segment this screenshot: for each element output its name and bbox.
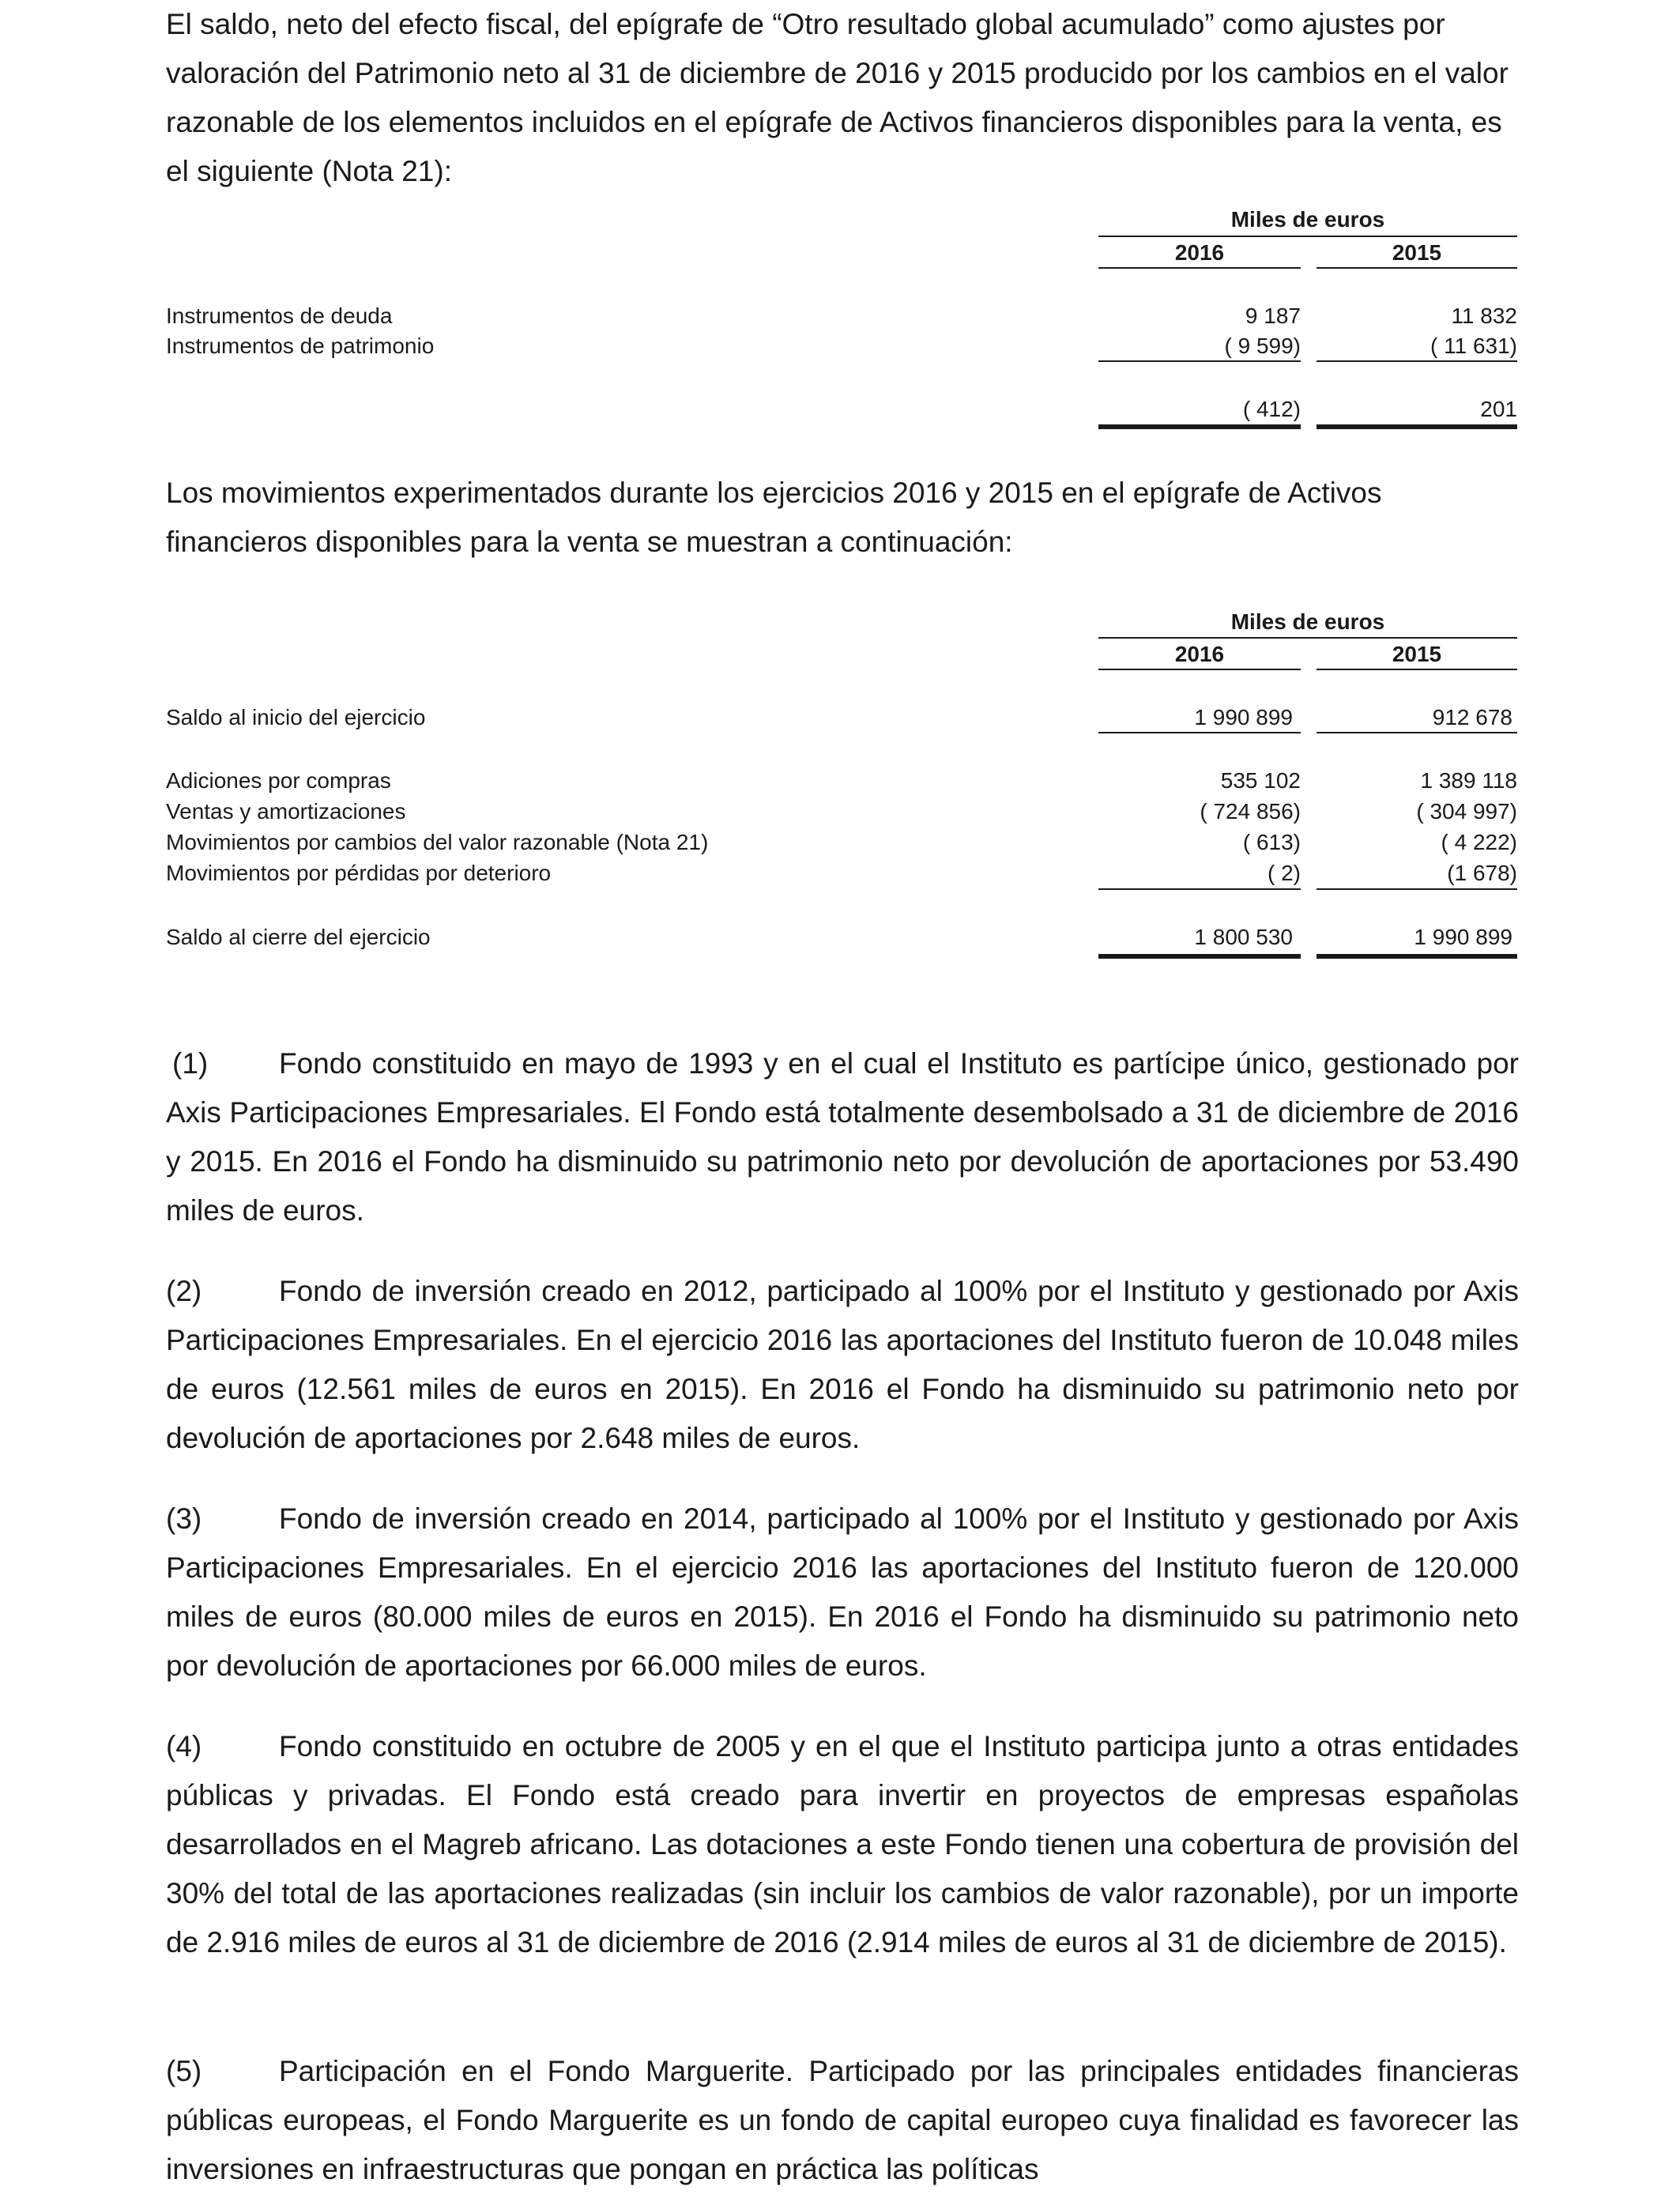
table2-row-value-2015: 1 389 118 xyxy=(1420,768,1517,793)
table2-row-label: Movimientos por pérdidas por deterioro xyxy=(166,861,552,885)
table1-total-rule-2015 xyxy=(1317,424,1517,429)
footnote-number: (3) xyxy=(166,1502,202,1535)
footnote-2 xyxy=(166,1267,1519,1463)
table1-year-rule-2016 xyxy=(1098,267,1301,269)
footnote-3 xyxy=(166,1495,1519,1691)
table2-opening-2015: 912 678 xyxy=(1432,705,1512,729)
table2-subtotal-rule-2016 xyxy=(1098,888,1301,890)
table1-subtotal-rule-2016 xyxy=(1098,360,1301,362)
footnote-text: Participación en el Fondo Marguerite. Participado por las principales entidades financieras públicas europeas, el Fondo Marguerite es un fondo de capital europeo cuya finalidad es favorecer las inversiones en infraestructuras que pongan en práctica las políticas xyxy=(166,2055,1519,2185)
intro-paragraph: El saldo, neto del efecto fiscal, del epígrafe de “Otro resultado global acumulado” como ajustes por valoración del Patrimonio neto al 31 de diciembre de 2016 y 2015 producido por los cambios en el valor razonable de los elementos incluidos en el epígrafe de Activos financieros disponibles para la venta, es el siguiente (Nota 21): xyxy=(166,8,1509,187)
table2-closing-label: Saldo al cierre del ejercicio xyxy=(166,925,431,949)
table2-closing-rule-2016 xyxy=(1098,954,1301,959)
table2-unit-header: Miles de euros xyxy=(1230,609,1385,634)
table2-year-2015: 2015 xyxy=(1392,642,1442,666)
table2-row-value-2016: ( 724 856) xyxy=(1200,799,1301,824)
table1-year-rule-2015 xyxy=(1317,267,1517,269)
table2-row-value-2015: (1 678) xyxy=(1447,861,1517,885)
table2-row-value-2016: ( 613) xyxy=(1242,830,1301,854)
table1-unit-header: Miles de euros xyxy=(1230,207,1385,232)
table2-closing-2015: 1 990 899 xyxy=(1414,925,1512,949)
table2-row-value-2016: ( 2) xyxy=(1268,861,1301,885)
footnote-4 xyxy=(166,1722,1519,1967)
table2-year-rule-2015 xyxy=(1317,669,1517,670)
table2-row-value-2015: ( 304 997) xyxy=(1416,799,1517,824)
table2-year-2016: 2016 xyxy=(1174,642,1225,666)
footnote-number: (1) xyxy=(172,1047,209,1080)
table1-row-value-2015: 11 832 xyxy=(1451,303,1517,328)
table1-row-value-2015: ( 11 631) xyxy=(1430,334,1517,358)
table1-row-value-2016: ( 9 599) xyxy=(1224,334,1301,358)
table2-closing-rule-2015 xyxy=(1317,954,1517,959)
footnote-number: (4) xyxy=(166,1730,202,1762)
table2-closing-2016: 1 800 530 xyxy=(1194,925,1293,949)
table2-opening-2016: 1 990 899 xyxy=(1194,705,1293,729)
table1-total-rule-2016 xyxy=(1098,424,1301,429)
table1-total-2015: 201 xyxy=(1480,397,1517,421)
table2-subtotal-rule-2015 xyxy=(1317,888,1517,890)
footnote-text: Fondo de inversión creado en 2012, participado al 100% por el Instituto y gestionado por Axis Participaciones Empresariales. En el ejercicio 2016 las aportaciones del Instituto fueron de 10.048 miles de euros (12.561 miles de euros en 2015). En 2016 el Fondo ha disminuido su patrimonio neto por devolución de aportaciones por 2.648 miles de euros. xyxy=(166,1275,1519,1454)
footnote-number: (5) xyxy=(166,2055,202,2087)
footnote-text: Fondo constituido en mayo de 1993 y en el cual el Instituto es partícipe único, gestionado por Axis Participaciones Empresariales. El Fondo está totalmente desembolsado a 31 de diciembre de 2016 y 2015. En 2016 el Fondo ha disminuido su patrimonio neto por devolución de aportaciones por 53.490 miles de euros. xyxy=(166,1047,1519,1227)
table2-row-label: Adiciones por compras xyxy=(166,768,391,793)
footnote-5 xyxy=(166,2047,1519,2194)
table1-row-label: Instrumentos de patrimonio xyxy=(166,334,435,358)
footnote-number: (2) xyxy=(166,1275,202,1307)
table1-total-2016: ( 412) xyxy=(1242,397,1301,421)
table1-year-2015: 2015 xyxy=(1392,240,1442,265)
table2-opening-rule-2015 xyxy=(1317,732,1517,733)
movements-intro-paragraph: Los movimientos experimentados durante los ejercicios 2016 y 2015 en el epígrafe de Activos financieros disponibles para la venta se muestran a continuación: xyxy=(166,477,1382,558)
table2-row-value-2015: ( 4 222) xyxy=(1441,830,1517,854)
table1-subtotal-rule-2015 xyxy=(1317,360,1517,362)
table2-year-rule-2016 xyxy=(1098,669,1301,670)
footnote-1 xyxy=(166,1039,1519,1235)
table1-row-label: Instrumentos de deuda xyxy=(166,303,393,328)
table1-row-value-2016: 9 187 xyxy=(1245,303,1301,328)
table2-opening-rule-2016 xyxy=(1098,732,1301,733)
table2-row-label: Movimientos por cambios del valor razonable (Nota 21) xyxy=(166,830,709,854)
table2-opening-label: Saldo al inicio del ejercicio xyxy=(166,705,426,729)
table2-row-label: Ventas y amortizaciones xyxy=(166,799,406,824)
footnote-text: Fondo constituido en octubre de 2005 y en el que el Instituto participa junto a otras entidades públicas y privadas. El Fondo está creado para invertir en proyectos de empresas españolas desarrollados en el Magreb africano. Las dotaciones a este Fondo tienen una cobertura de provisión del 30% del total de las aportaciones realizadas (sin incluir los cambios de valor razonable), por un importe de 2.916 miles de euros al 31 de diciembre de 2016 (2.914 miles de euros al 31 de diciembre de 2015). xyxy=(166,1730,1519,1958)
footnote-text: Fondo de inversión creado en 2014, participado al 100% por el Instituto y gestionado por Axis Participaciones Empresariales. En el ejercicio 2016 las aportaciones del Instituto fueron de 120.000 miles de euros (80.000 miles de euros en 2015). En 2016 el Fondo ha disminuido su patrimonio neto por devolución de aportaciones por 66.000 miles de euros. xyxy=(166,1502,1519,1682)
table1-year-2016: 2016 xyxy=(1174,240,1225,265)
table2-row-value-2016: 535 102 xyxy=(1220,768,1301,793)
